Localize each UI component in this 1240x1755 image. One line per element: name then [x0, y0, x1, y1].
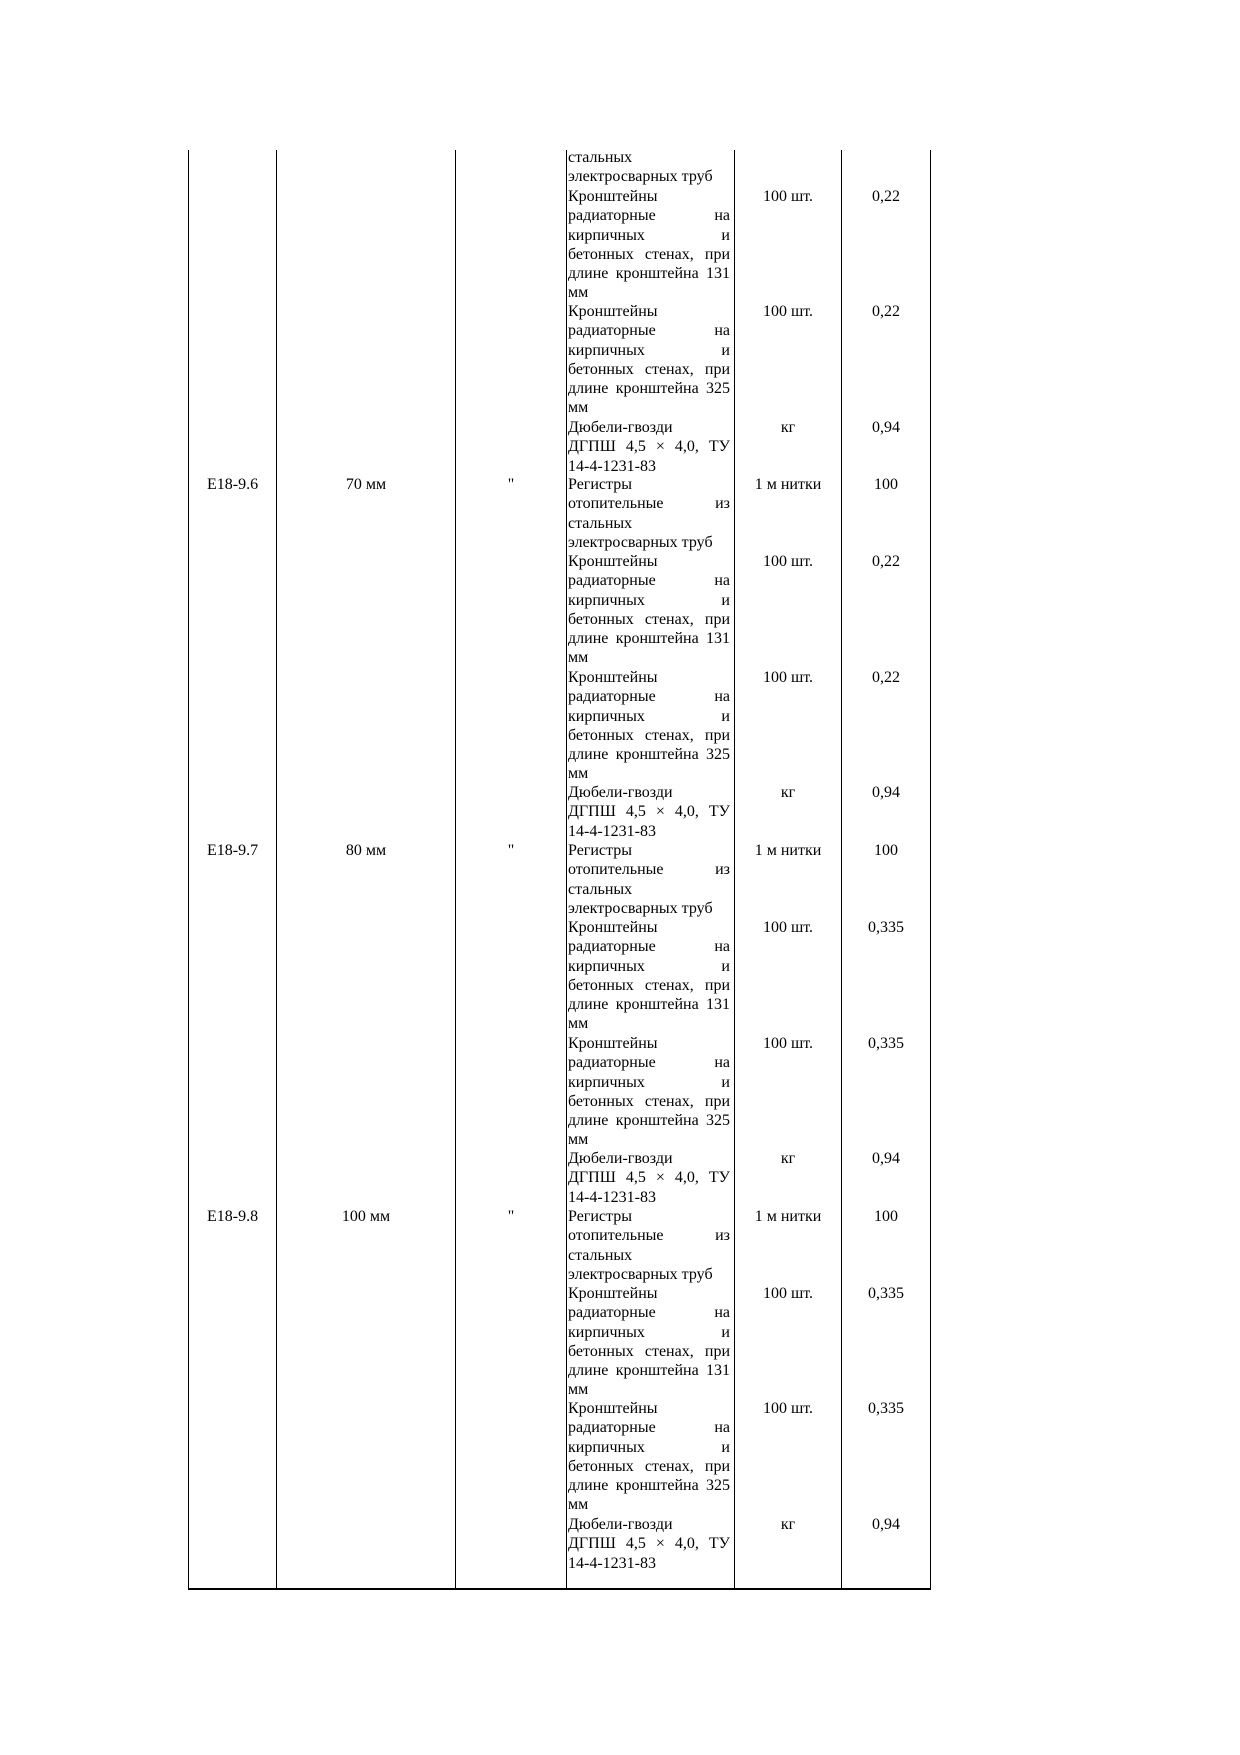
- description-line: ДГПШ 4,5 × 4,0, ТУ: [568, 438, 730, 456]
- row-unit: кг: [780, 1150, 796, 1167]
- row-quantity: 0,335: [868, 1400, 904, 1417]
- row-code: Е18-9.8: [207, 1208, 259, 1225]
- description-line: стальных: [568, 149, 633, 166]
- description-line: кирпичных и: [568, 1438, 730, 1456]
- row-unit: 1 м нитки: [754, 1208, 822, 1225]
- description-line: радиаторные на: [568, 938, 730, 956]
- row-quantity: 100: [874, 476, 898, 493]
- description-line: отопительные из: [568, 861, 730, 879]
- description-line: бетонных стенах, при: [568, 1092, 730, 1110]
- row-quantity: 0,335: [868, 1285, 904, 1302]
- row-description: [568, 668, 730, 784]
- row-quantity: 0,22: [872, 669, 900, 686]
- row-quantity: 0,335: [868, 919, 904, 936]
- row-unit: кг: [780, 784, 796, 801]
- row-quantity: 0,94: [872, 1516, 900, 1533]
- row-unit: 100 шт.: [762, 1035, 814, 1052]
- description-line: ДГПШ 4,5 × 4,0, ТУ: [568, 1169, 730, 1187]
- description-line: ДГПШ 4,5 × 4,0, ТУ: [568, 803, 730, 821]
- description-line: электросварных труб: [568, 1265, 713, 1283]
- row-description: [568, 302, 730, 418]
- row-ditto-mark: ": [507, 476, 515, 493]
- row-description: [568, 1284, 730, 1400]
- row-quantity: 0,94: [872, 1150, 900, 1167]
- table-border-right: [930, 150, 931, 1590]
- description-line: кирпичных и: [568, 707, 730, 725]
- description-line: длине кронштейна 131: [568, 265, 730, 282]
- description-line: мм: [568, 649, 589, 667]
- description-line: бетонных стенах, при: [568, 245, 730, 263]
- row-description: [568, 918, 730, 1034]
- row-quantity: 0,94: [872, 784, 900, 801]
- row-code: Е18-9.6: [207, 476, 259, 493]
- description-line: кирпичных и: [568, 591, 730, 609]
- description-line: Кронштейны: [568, 303, 658, 320]
- row-description: [568, 552, 730, 668]
- description-line: отопительные из: [568, 1227, 730, 1245]
- description-line: радиаторные на: [568, 322, 730, 340]
- column-divider-5: [841, 150, 842, 1590]
- row-ditto-mark: ": [507, 842, 515, 859]
- row-unit: 100 шт.: [762, 553, 814, 570]
- description-line: бетонных стенах, при: [568, 1457, 730, 1475]
- description-line: мм: [568, 284, 589, 302]
- description-line: радиаторные на: [568, 572, 730, 590]
- description-line: кирпичных и: [568, 1323, 730, 1341]
- row-description: [568, 475, 730, 552]
- description-line: длине кронштейна 131: [568, 1362, 730, 1379]
- description-line: бетонных стенах, при: [568, 1342, 730, 1360]
- row-diameter: 100 мм: [341, 1208, 391, 1225]
- description-line: длине кронштейна 325: [568, 380, 730, 397]
- row-unit: 1 м нитки: [754, 842, 822, 859]
- row-description: [568, 1034, 730, 1150]
- row-unit: 1 м нитки: [754, 476, 822, 493]
- row-description: [568, 187, 730, 303]
- row-unit: 100 шт.: [762, 1285, 814, 1302]
- description-line: электросварных труб: [568, 899, 713, 917]
- description-line: радиаторные на: [568, 1304, 730, 1322]
- row-description: [568, 418, 730, 476]
- description-line: Кронштейны: [568, 1400, 658, 1417]
- row-description: [568, 841, 730, 918]
- description-line: мм: [568, 399, 589, 417]
- row-ditto-mark: ": [507, 1208, 515, 1225]
- description-line: 14-4-1231-83: [568, 1188, 656, 1206]
- description-line: стальных: [568, 1246, 633, 1264]
- description-line: длине кронштейна 131: [568, 996, 730, 1013]
- row-code: Е18-9.7: [207, 842, 259, 859]
- description-line: стальных: [568, 880, 633, 898]
- description-line: 14-4-1231-83: [568, 457, 656, 475]
- description-line: Дюбели-гвозди: [568, 784, 673, 801]
- description-line: радиаторные на: [568, 207, 730, 225]
- column-divider-2: [455, 150, 456, 1590]
- row-diameter: 70 мм: [345, 476, 387, 493]
- description-line: длине кронштейна 325: [568, 1112, 730, 1129]
- description-line: мм: [568, 1496, 589, 1514]
- description-line: мм: [568, 1131, 589, 1149]
- description-line: длине кронштейна 325: [568, 746, 730, 763]
- row-description: [568, 1207, 730, 1284]
- description-line: Регистры: [568, 476, 632, 493]
- row-unit: 100 шт.: [762, 188, 814, 205]
- row-unit: 100 шт.: [762, 669, 814, 686]
- row-description: [568, 148, 730, 187]
- column-divider-1: [276, 150, 277, 1590]
- row-quantity: 0,94: [872, 419, 900, 436]
- description-line: Кронштейны: [568, 919, 658, 936]
- description-line: Регистры: [568, 842, 632, 859]
- description-line: длине кронштейна 131: [568, 630, 730, 647]
- row-description: [568, 1149, 730, 1207]
- row-quantity: 0,22: [872, 188, 900, 205]
- row-quantity: 100: [874, 842, 898, 859]
- description-line: Дюбели-гвозди: [568, 419, 673, 436]
- description-line: кирпичных и: [568, 226, 730, 244]
- column-divider-4: [734, 150, 735, 1590]
- description-line: Кронштейны: [568, 553, 658, 570]
- description-line: радиаторные на: [568, 1054, 730, 1072]
- description-line: Кронштейны: [568, 188, 658, 205]
- table-border-bottom: [188, 1588, 931, 1590]
- row-diameter: 80 мм: [345, 842, 387, 859]
- description-line: кирпичных и: [568, 341, 730, 359]
- description-line: 14-4-1231-83: [568, 822, 656, 840]
- description-line: мм: [568, 765, 589, 783]
- row-quantity: 0,22: [872, 303, 900, 320]
- description-line: ДГПШ 4,5 × 4,0, ТУ: [568, 1535, 730, 1553]
- description-line: отопительные из: [568, 495, 730, 513]
- description-line: кирпичных и: [568, 1073, 730, 1091]
- row-unit: 100 шт.: [762, 303, 814, 320]
- description-line: длине кронштейна 325: [568, 1477, 730, 1494]
- row-unit: 100 шт.: [762, 919, 814, 936]
- description-line: Кронштейны: [568, 1035, 658, 1052]
- description-line: радиаторные на: [568, 688, 730, 706]
- description-line: кирпичных и: [568, 957, 730, 975]
- row-quantity: 0,22: [872, 553, 900, 570]
- description-line: 14-4-1231-83: [568, 1554, 656, 1572]
- row-description: [568, 1399, 730, 1515]
- row-quantity: 0,335: [868, 1035, 904, 1052]
- row-description: [568, 783, 730, 841]
- description-line: электросварных труб: [568, 168, 713, 186]
- description-line: Кронштейны: [568, 1285, 658, 1302]
- table-border-left: [188, 150, 189, 1590]
- column-divider-3: [566, 150, 567, 1590]
- row-unit: кг: [780, 1516, 796, 1533]
- description-line: стальных: [568, 514, 633, 532]
- description-line: Регистры: [568, 1208, 632, 1225]
- description-line: бетонных стенах, при: [568, 976, 730, 994]
- row-description: [568, 1515, 730, 1573]
- description-line: электросварных труб: [568, 533, 713, 551]
- description-line: Кронштейны: [568, 669, 658, 686]
- description-line: мм: [568, 1381, 589, 1399]
- description-line: Дюбели-гвозди: [568, 1150, 673, 1167]
- row-unit: 100 шт.: [762, 1400, 814, 1417]
- description-line: Дюбели-гвозди: [568, 1516, 673, 1533]
- description-line: бетонных стенах, при: [568, 360, 730, 378]
- row-unit: кг: [780, 419, 796, 436]
- row-quantity: 100: [874, 1208, 898, 1225]
- description-line: радиаторные на: [568, 1419, 730, 1437]
- description-line: бетонных стенах, при: [568, 610, 730, 628]
- description-line: бетонных стенах, при: [568, 726, 730, 744]
- description-line: мм: [568, 1015, 589, 1033]
